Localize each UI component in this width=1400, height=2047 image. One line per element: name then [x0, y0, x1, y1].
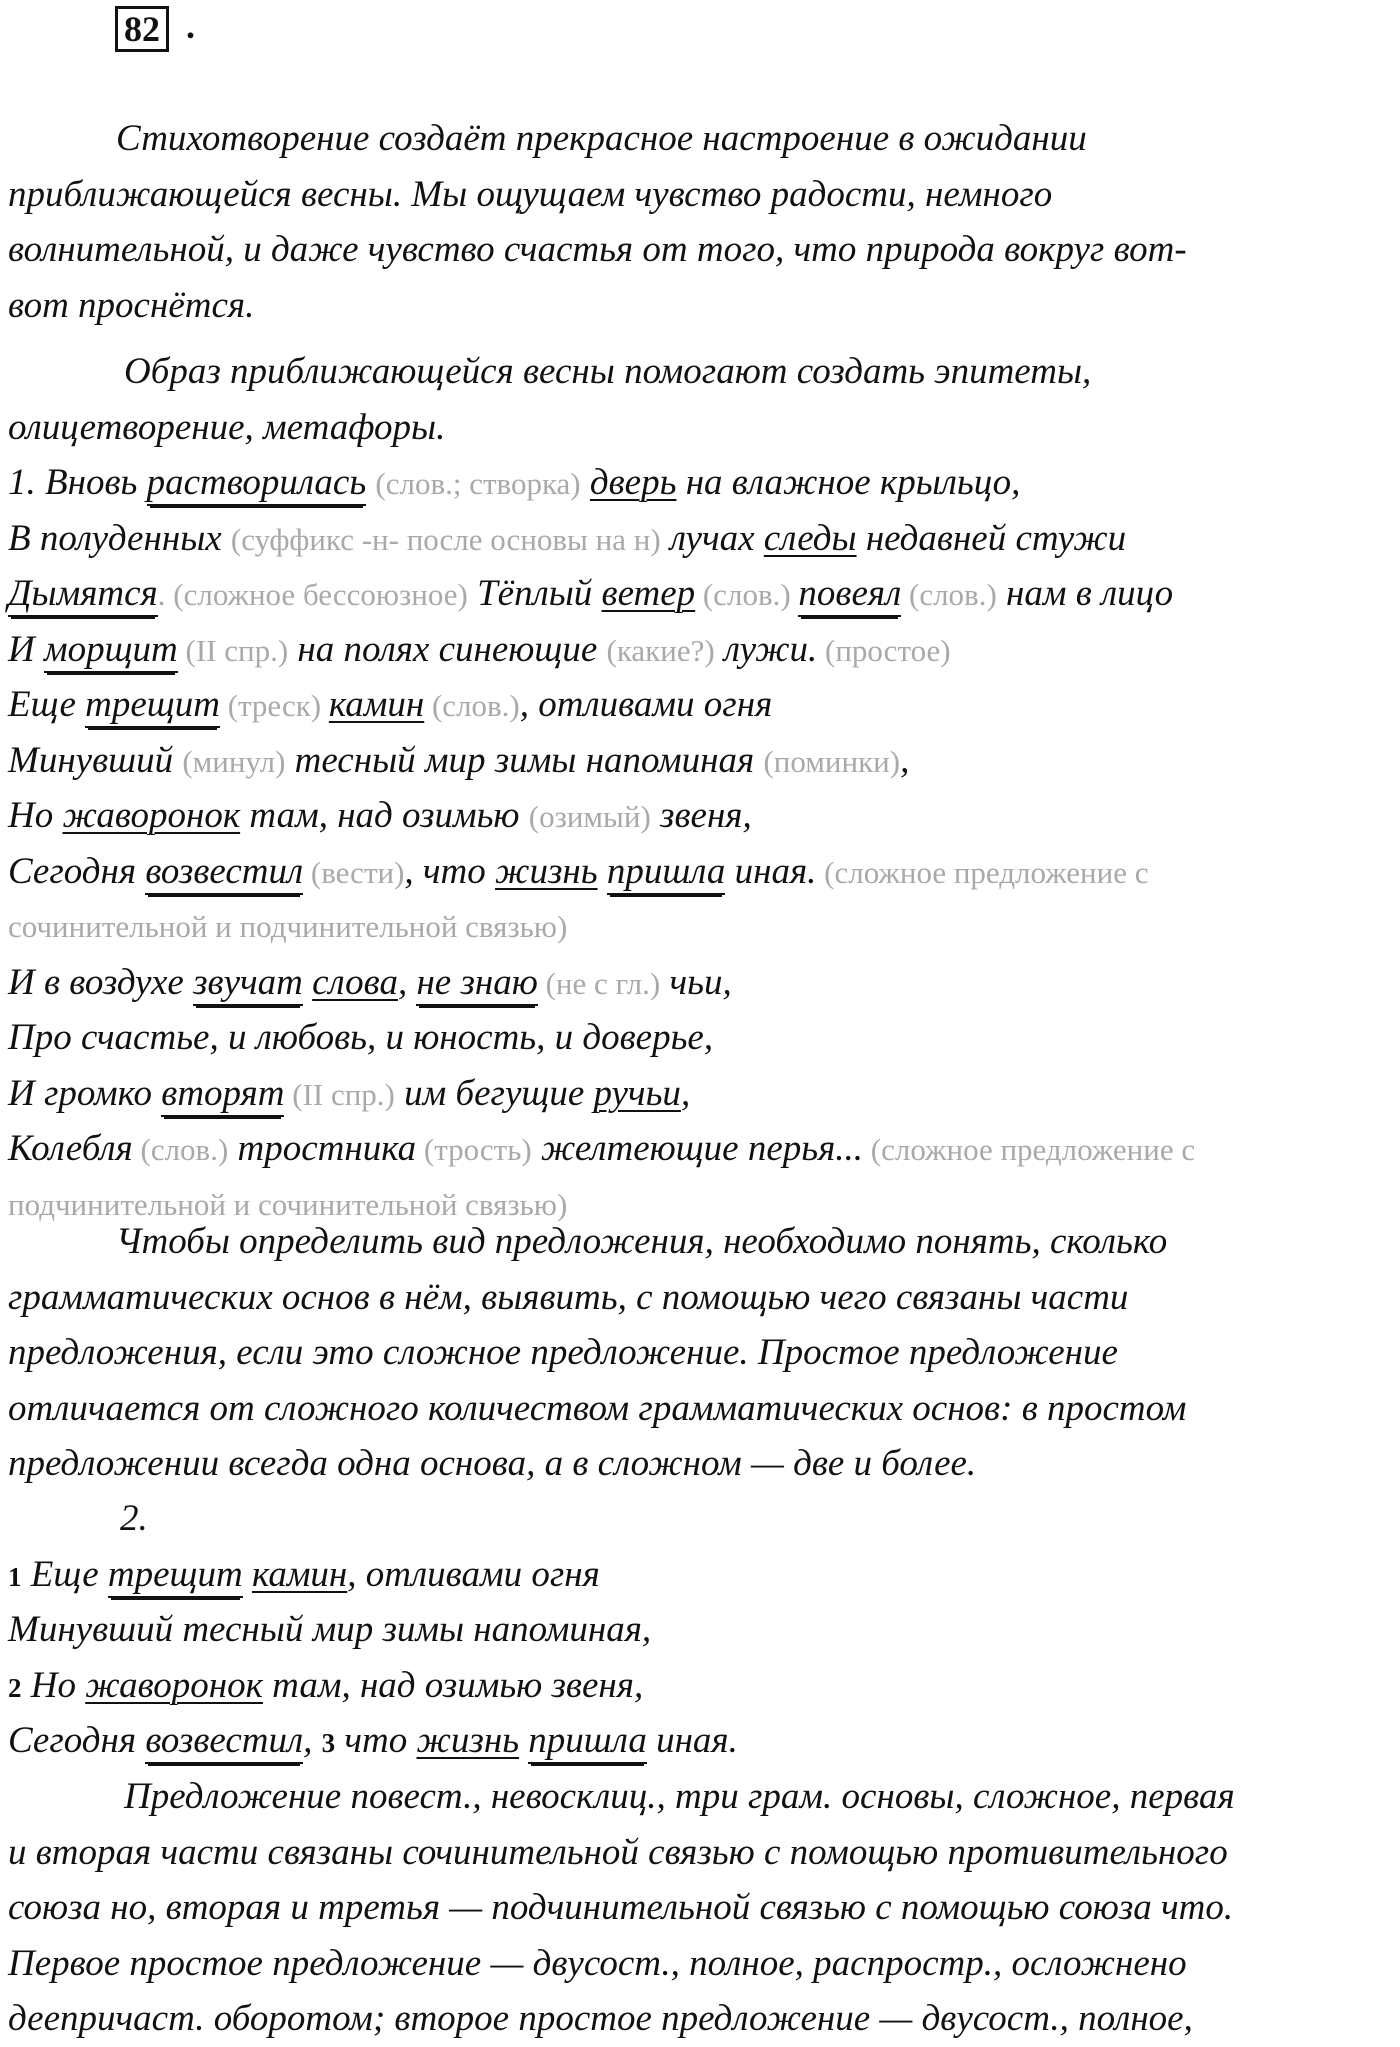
- means-line: Образ приближающейся весны помогают создать эпитеты,: [124, 351, 1092, 392]
- rule-line: предложения, если это сложное предложение. Простое предложение: [8, 1332, 1118, 1373]
- predicate: звучат: [193, 962, 303, 1006]
- analysis-line: союза но, вторая и третья — подчинительной связью с помощью союза что.: [8, 1887, 1234, 1928]
- subject: следы: [763, 517, 857, 559]
- poem-line: 1 Еще трещит камин, отливами огня: [8, 1547, 1396, 1603]
- annotation: (трость): [416, 1132, 532, 1167]
- annotation: (треск): [219, 688, 329, 723]
- predicate: повеял: [798, 573, 901, 617]
- predicate: не знаю: [416, 962, 537, 1006]
- intro-line: Стихотворение создаёт прекрасное настроение в ожидании: [116, 118, 1087, 159]
- means-line: олицетворение, метафоры.: [8, 406, 446, 448]
- annotation: (слов.; створка): [375, 466, 581, 501]
- predicate: пришла: [607, 851, 726, 895]
- predicate: трещит: [108, 1554, 243, 1598]
- annotation: . (сложное бессоюзное): [157, 577, 468, 612]
- poem-line: И в воздухе звучат слова, не знаю (не с гл.) чьи,: [8, 955, 1396, 1011]
- means-paragraph: [8, 344, 1396, 455]
- annotation-line: сочинительной и подчинительной связью): [8, 909, 568, 944]
- analysis-line: Предложение повест., невосклиц., три грам. основы, сложное, первая: [124, 1776, 1235, 1817]
- clause-number: 3: [321, 1728, 336, 1758]
- part-2: [8, 1491, 1396, 1769]
- annotation: (слов.): [424, 688, 520, 723]
- clause-number: 1: [8, 1561, 22, 1592]
- rule-line: Чтобы определить вид предложения, необходимо понять, сколько: [116, 1221, 1168, 1262]
- annotation: (какие?): [606, 632, 715, 668]
- annotation: (II спр.): [284, 1076, 395, 1112]
- intro-line: приближающейся весны. Мы ощущаем чувство радости, немного: [8, 173, 1053, 215]
- poem-line: И громко вторят (II спр.) им бегущие ручьи,: [8, 1066, 1396, 1122]
- part-2-label: 2.: [120, 1498, 148, 1539]
- poem-line: Колебля (слов.) тростника (трость) желтеющие перья... (сложное предложение с: [8, 1128, 1196, 1169]
- predicate: морщит: [44, 629, 178, 673]
- predicate: возвестил: [145, 851, 303, 895]
- annotated-poem: [8, 455, 1396, 1232]
- predicate: Дымятся: [8, 573, 158, 617]
- poem-line: Дымятся. (сложное бессоюзное) Тёплый ветер (слов.) повеял (слов.) нам в лицо: [8, 566, 1396, 622]
- annotation: (слов.): [901, 577, 997, 612]
- subject: жаворонок: [62, 795, 241, 836]
- subject: ветер: [601, 573, 696, 614]
- predicate: растворилась: [147, 462, 367, 506]
- subject: дверь: [589, 462, 677, 503]
- annotation: (минул): [182, 743, 286, 779]
- poem-line: В полуденных (суффикс -н- после основы на н) лучах следы недавней стужи: [8, 517, 1127, 559]
- analysis-line: и вторая части связаны сочинительной связью с помощью противительного: [8, 1831, 1228, 1873]
- poem-line: 1. Вновь растворилась (слов.; створка) дверь на влажное крыльцо,: [8, 455, 1396, 511]
- poem-line: Про счастье, и любовь, и юность, и доверье,: [8, 1017, 714, 1058]
- exercise-number-dot: .: [186, 6, 195, 46]
- predicate: трещит: [85, 684, 220, 728]
- poem-line: Минувший тесный мир зимы напоминая,: [8, 1609, 652, 1650]
- rule-paragraph: [8, 1214, 1396, 1492]
- poem-line: Но жаворонок там, над озимью (озимый) звеня,: [8, 795, 752, 836]
- poem-line: Сегодня возвестил (вести), что жизнь пришла иная. (сложное предложение с: [8, 844, 1396, 900]
- rule-line: грамматических основ в нём, выявить, с помощью чего связаны части: [8, 1276, 1129, 1318]
- analysis-paragraph: [8, 1769, 1396, 2047]
- annotation: (II спр.): [177, 632, 289, 668]
- clause-number: 2: [8, 1672, 22, 1703]
- subject: слова: [312, 961, 398, 1003]
- annotation: (сложное предложение с: [863, 1132, 1196, 1167]
- rule-line: предложении всегда одна основа, а в сложном — две и более.: [8, 1443, 977, 1484]
- poem-line: Сегодня возвестил, 3 что жизнь пришла иная.: [8, 1713, 1396, 1769]
- poem-line: 2 Но жаворонок там, над озимью звеня,: [8, 1664, 644, 1706]
- subject: жаворонок: [85, 1664, 263, 1706]
- annotation: (слов.): [695, 577, 799, 612]
- poem-line: И морщит (II спр.) на полях синеющие (какие?) лужи. (простое): [8, 622, 1396, 678]
- subject: жизнь: [416, 1720, 520, 1761]
- annotation: (слов.): [132, 1132, 229, 1167]
- subject: камин: [251, 1553, 348, 1595]
- rule-line: отличается от сложного количеством грамматических основ: в простом: [8, 1387, 1187, 1429]
- annotation: (суффикс -н- после основы на н): [230, 521, 661, 557]
- annotation-line: подчинительной и сочинительной связью): [8, 1186, 568, 1222]
- annotation: (не с гл.): [537, 965, 661, 1001]
- annotation: (вести): [303, 854, 405, 890]
- intro-paragraph: [8, 111, 1396, 333]
- predicate: возвестил: [145, 1720, 303, 1764]
- intro-line: вот проснётся.: [8, 284, 255, 326]
- poem-line: Еще трещит (треск) камин (слов.), отливами огня: [8, 677, 1396, 733]
- intro-line: волнительной, и даже чувство счастья от того, что природа вокруг вот-: [8, 229, 1187, 270]
- subject: жизнь: [495, 850, 598, 892]
- annotation: (поминки): [763, 743, 901, 779]
- subject: камин: [328, 684, 425, 725]
- analysis-line: Первое простое предложение — двусост., полное, распростр., осложнено: [8, 1942, 1187, 1984]
- annotation: (сложное предложение с: [816, 854, 1149, 890]
- predicate: вторят: [161, 1073, 284, 1117]
- predicate: пришла: [528, 1720, 647, 1764]
- analysis-line: деепричаст. оборотом; второе простое предложение — двусост., полное,: [8, 1998, 1193, 2039]
- subject: ручьи: [593, 1072, 681, 1114]
- poem-line: Минувший (минул) тесный мир зимы напоминая (поминки),: [8, 739, 910, 781]
- annotation: (простое): [817, 632, 951, 668]
- annotation: (озимый): [528, 799, 651, 834]
- exercise-number: 82: [115, 6, 169, 52]
